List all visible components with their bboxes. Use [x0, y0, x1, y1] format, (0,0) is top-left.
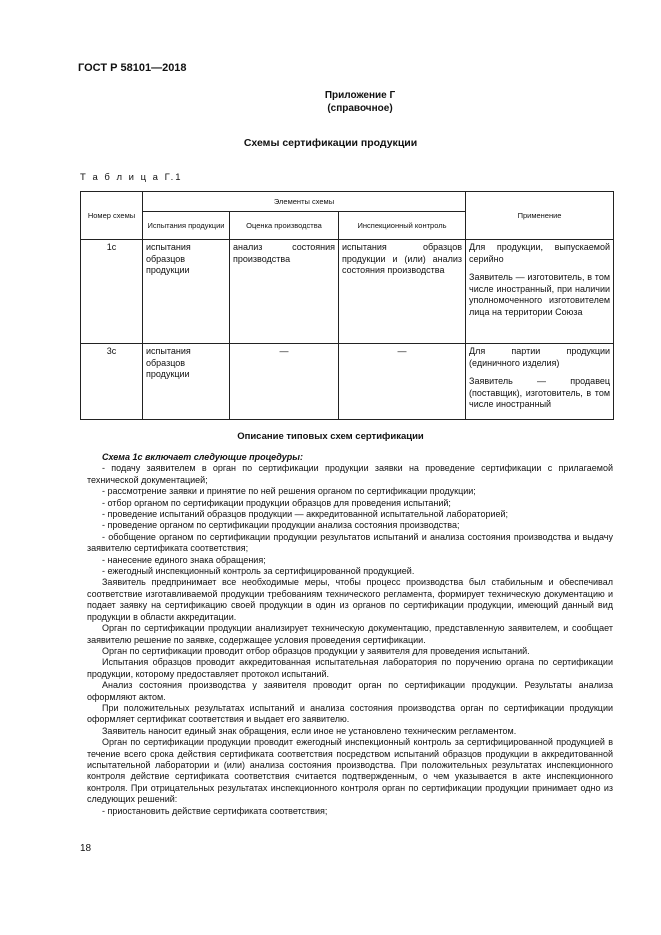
procedure-item: - рассмотрение заявки и принятие по ней решения органом по сертификации продукции;	[102, 486, 476, 497]
paragraph: Испытания образцов проводит аккредитованная испытательная лаборатория по поручению органа по сертификации продукции, которому предоставляет протокол испытаний.	[87, 657, 613, 679]
cell-application	[466, 240, 614, 344]
paragraph: Анализ состояния производства у заявителя проводит орган по сертификации продукции. Результаты анализа оформляют актом.	[87, 680, 613, 702]
cell-scheme: 1с	[81, 240, 143, 344]
description-title: Описание типовых схем сертификации	[237, 431, 424, 442]
procedure-item: - обобщение органом по сертификации продукции результатов испытаний и анализа состояния производства и выдачу заявителю сертификата соответствия;	[87, 531, 613, 554]
application-text-1: Для партии продукции (единичного изделия)	[469, 346, 611, 368]
header-application: Применение	[466, 192, 614, 240]
application-text-2: Заявитель — продавец (поставщик), изготовитель, в том числе иностранный	[469, 376, 611, 409]
paragraph: Заявитель наносит единый знак обращения, если иное не установлено техническим регламентом.	[102, 725, 517, 736]
application-text-1: Для продукции, выпускаемой серийно	[469, 242, 611, 264]
header-inspection: Инспекционный контроль	[339, 212, 466, 240]
certification-schemes-table	[80, 191, 614, 420]
paragraph: Орган по сертификации продукции анализирует техническую документацию, представленную заявителем, и сообщает заявителю решение по заявке, содержащее условия проведения сертификации.	[87, 623, 613, 645]
standard-header: ГОСТ Р 58101—2018	[78, 62, 187, 74]
cell-assessment: —	[230, 344, 339, 420]
table-label: Т а б л и ц а Г.1	[80, 172, 183, 183]
section-title: Схемы сертификации продукции	[243, 137, 418, 149]
table-row	[81, 240, 614, 344]
cell-testing: испытания образцов продукции	[143, 240, 230, 344]
cell-inspection: испытания образцов продукции и (или) анализ состояния производства	[339, 240, 466, 344]
body-text	[87, 452, 613, 817]
procedure-item: - проведение испытаний образцов продукции — аккредитованной испытательной лабораторией;	[102, 509, 509, 520]
procedure-item: - ежегодный инспекционный контроль за сертифицированной продукцией.	[102, 566, 415, 577]
paragraph: При положительных результатах испытаний и анализа состояния производства орган по сертификации продукции оформляет сертификат соответствия и выдает его заявителю.	[87, 702, 613, 725]
header-scheme-number: Номер схемы	[81, 192, 143, 240]
procedure-item: - приостановить действие сертификата соответствия;	[102, 805, 328, 816]
procedure-item: - подачу заявителем в орган по сертификации продукции заявки на проведение сертификации с прилагаемой технической документацией;	[87, 463, 613, 485]
table-row	[81, 344, 614, 420]
cell-assessment: анализ состояния производства	[230, 240, 339, 344]
paragraph: Орган по сертификации проводит отбор образцов продукции у заявителя для проведения испытаний.	[102, 645, 530, 656]
page-number: 18	[80, 843, 92, 854]
procedure-item: - нанесение единого знака обращения;	[102, 554, 266, 565]
procedure-item: - отбор органом по сертификации продукции образцов для проведения испытаний;	[102, 497, 451, 508]
paragraph: Заявитель предпринимает все необходимые меры, чтобы процесс производства был стабильным и обеспечивал соответствие изготавливаемой продукции требованиям технического регламента, формирует техническую документацию и подает заявку на сертификацию своей продукции в один из органов по сертификации продукции, имеющий данный вид продукции в области аккредитации.	[87, 577, 613, 622]
appendix-subtitle: (справочное)	[327, 103, 393, 114]
cell-testing: испытания образцов продукции	[143, 344, 230, 420]
application-text-2: Заявитель — изготовитель, в том числе иностранный, при наличии уполномоченного изготовителем лица на территории Союза	[469, 272, 611, 317]
cell-application	[466, 344, 614, 420]
paragraph: Орган по сертификации продукции проводит ежегодный инспекционный контроль за сертифицированной продукцией в течение всего срока действия сертификата соответствия посредством испытаний образцов продукции в аккредитованной испытательной лаборатории и (или) анализа состояния производства. При положительных результатах инспекционного контроля действие сертификата соответствия считается подтвержденным, о чем указывается в акте инспекционного контроля. При отрицательных результатах инспекционного контроля орган по сертификации продукции принимает одно из следующих решений:	[87, 737, 613, 805]
appendix-title: Приложение Г	[324, 90, 396, 101]
scheme-1c-title: Схема 1с включает следующие процедуры:	[102, 452, 303, 462]
header-production-assessment: Оценка производства	[230, 212, 339, 240]
cell-inspection: —	[339, 344, 466, 420]
header-elements: Элементы схемы	[143, 192, 466, 212]
procedure-item: - проведение органом по сертификации продукции анализа состояния производства;	[102, 520, 460, 531]
cell-scheme: 3с	[81, 344, 143, 420]
header-testing: Испытания продукции	[143, 212, 230, 240]
